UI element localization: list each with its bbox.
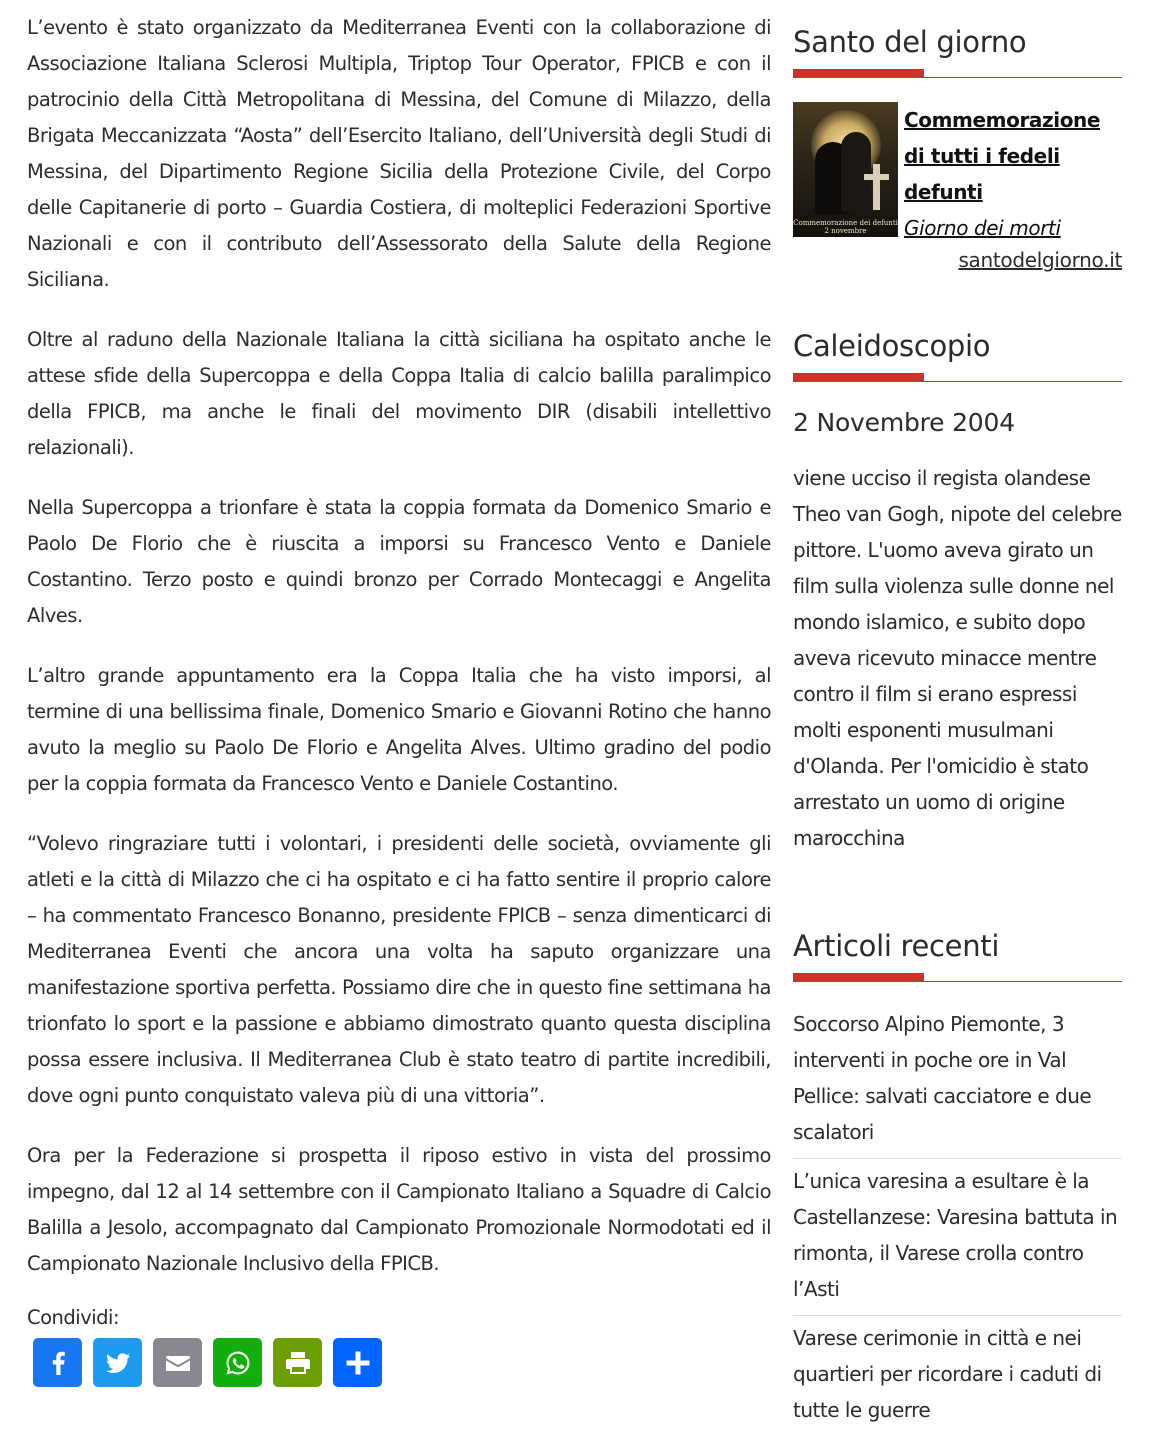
santo-source-link[interactable]: santodelgiorno.it: [958, 248, 1122, 272]
santo-subtitle-link[interactable]: Giorno dei morti: [904, 216, 1061, 240]
santo-image-caption: Commemorazione dei defunti 2 novembre: [793, 219, 898, 235]
article-paragraph: Ora per la Federazione si prospetta il riposo estivo in vista del prossimo impegno, dal 12 al 14 settembre con il Campionato Italiano a Squadre di Calcio Balilla a Jesolo, accompagnato dal Campionato Promozionale Normodotati ed il Campionato Nazionale Inclusivo della FPICB.: [27, 1144, 771, 1275]
whatsapp-share-button[interactable]: [213, 1338, 262, 1387]
title-underline: [793, 68, 1122, 78]
recent-article-link[interactable]: Soccorso Alpino Piemonte, 3 interventi in poche ore in Val Pellice: salvati cacciatore e due scalatori: [793, 1002, 1122, 1159]
santo-name-link[interactable]: Commemorazione di tutti i fedeli defunti: [904, 108, 1101, 204]
recent-article-link[interactable]: L’unica varesina a esultare è la Castellanzese: Varesina battuta in rimonta, il Varese crolla contro l’Asti: [793, 1159, 1122, 1316]
twitter-share-button[interactable]: [93, 1338, 142, 1387]
print-share-button[interactable]: [273, 1338, 322, 1387]
caleidoscopio-widget: [793, 326, 1122, 856]
title-underline: [793, 372, 1122, 382]
santo-entry: [793, 102, 1122, 246]
santo-image[interactable]: [793, 102, 898, 237]
print-icon: [280, 1345, 316, 1381]
article-paragraph: Nella Supercoppa a trionfare è stata la coppia formata da Domenico Smario e Paolo De Florio che è riuscita a imporsi su Francesco Vento e Daniele Costantino. Terzo posto e quindi bronzo per Corrado Montecaggi e Angelita Alves.: [27, 496, 771, 627]
article-paragraph: L’altro grande appuntamento era la Coppa Italia che ha visto imporsi, al termine di una bellissima finale, Domenico Smario e Giovanni Rotino che hanno avuto la meglio su Paolo De Florio e Angelita Alves. Ultimo gradino del podio per la coppia formata da Francesco Vento e Daniele Costantino.: [27, 664, 771, 795]
recent-articles-list: [793, 1002, 1122, 1436]
facebook-icon: [40, 1345, 76, 1381]
twitter-icon: [100, 1345, 136, 1381]
share-icon: [340, 1345, 376, 1381]
santo-title: Santo del giorno: [793, 25, 1027, 59]
share-buttons: [33, 1338, 771, 1387]
title-underline: [793, 972, 1122, 982]
recent-article-link[interactable]: Varese cerimonie in città e nei quartieri per ricordare i caduti di tutte le guerre: [793, 1326, 1102, 1422]
article-paragraph: Oltre al raduno della Nazionale Italiana la città siciliana ha ospitato anche le attese sfide della Supercoppa e della Coppa Italia di calcio balilla paralimpico della FPICB, ma anche le finali del movimento DIR (disabili intellettivo relazionali).: [27, 328, 771, 459]
santo-widget: [793, 22, 1122, 272]
whatsapp-icon: [220, 1345, 256, 1381]
facebook-share-button[interactable]: [33, 1338, 82, 1387]
santo-text: [904, 102, 1122, 246]
sidebar: [793, 22, 1122, 1436]
article-paragraph: “Volevo ringraziare tutti i volontari, i presidenti delle società, ovviamente gli atleti e la città di Milazzo che ci ha ospitato e ci ha fatto sentire il proprio calore – ha commentato Francesco Bonanno, presidente FPICB – senza dimenticarci di Mediterranea Eventi che ancora una volta ha saputo organizzare una manifestazione sportiva perfetta. Possiamo dire che in questo fine settimana ha trionfato lo sport e la passione e abbiamo dimostrato quanto questa disciplina possa essere inclusiva. Il Mediterranea Club è stato teatro di partite incredibili, dove ogni punto conquistato valeva più di una vittoria”.: [27, 832, 771, 1107]
caleidoscopio-title: Caleidoscopio: [793, 329, 991, 363]
caleidoscopio-text: viene ucciso il regista olandese Theo van Gogh, nipote del celebre pittore. L'uomo aveva girato un film sulla violenza sulle donne nel mondo islamico, e subito dopo aveva ricevuto minacce mentre contro il film si erano espressi molti esponenti musulmani d'Olanda. Per l'omicidio è stato arrestato un uomo di origine marocchina: [793, 466, 1122, 850]
article-body: [27, 10, 771, 1387]
email-icon: [160, 1345, 196, 1381]
share-button[interactable]: [333, 1338, 382, 1387]
article-paragraph: L’evento è stato organizzato da Mediterranea Eventi con la collaborazione di Associazione Italiana Sclerosi Multipla, Triptop Tour Operator, FPICB e con il patrocinio della Città Metropolitana di Messina, del Comune di Milazzo, della Brigata Meccanizzata “Aosta” dell’Esercito Italiano, dell’Università degli Studi di Messina, del Dipartimento Regione Sicilia della Protezione Civile, del Corpo delle Capitanerie di porto – Guardia Costiera, di molteplici Federazioni Sportive Nazionali e con il contributo dell’Assessorato della Salute della Regione Siciliana.: [27, 16, 771, 291]
caleidoscopio-date: 2 Novembre 2004: [793, 408, 1015, 437]
recent-articles-widget: [793, 926, 1122, 1436]
share-label: Condividi:: [27, 1306, 120, 1329]
email-share-button[interactable]: [153, 1338, 202, 1387]
recent-articles-title: Articoli recenti: [793, 929, 1000, 963]
